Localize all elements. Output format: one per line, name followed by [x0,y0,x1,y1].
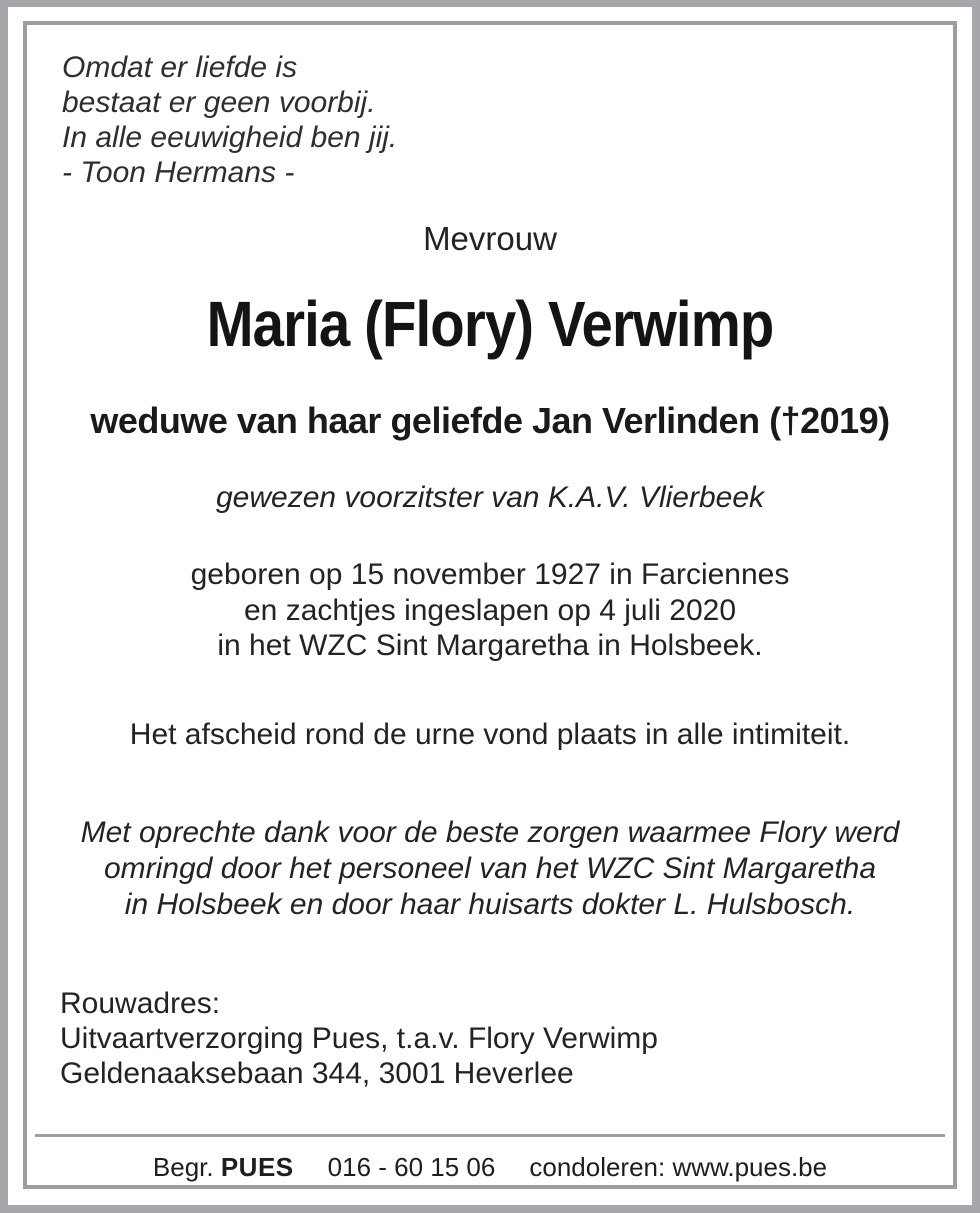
mourning-address-line: Uitvaartverzorging Pues, t.a.v. Flory Verwimp [60,1022,658,1055]
birth-death-block [8,557,972,664]
footer-line [8,1151,972,1183]
quote-attribution: - Toon Hermans - [62,156,295,189]
quote-line: In alle eeuwigheid ben jij. [62,121,398,154]
death-place-line: in het WZC Sint Margaretha in Holsbeek. [217,629,763,662]
funeral-home [153,1151,294,1183]
salutation: Mevrouw [423,220,557,257]
mourning-address-label: Rouwadres: [60,987,221,1020]
mourning-address-block [60,986,658,1091]
death-line: en zachtjes ingeslapen op 4 juli 2020 [243,593,737,627]
condolence-website: condoleren: www.pues.be [529,1152,828,1182]
funeral-home-prefix: Begr. [152,1152,214,1182]
deceased-name [8,286,972,362]
thanks-line: omringd door het personeel van het WZC Sint Margaretha [103,852,877,885]
farewell-line: Het afscheid rond de urne vond plaats in alle intimiteit. [129,718,851,751]
birth-line: geboren op 15 november 1927 in Farciennes [190,558,790,591]
footer-divider [35,1134,945,1137]
thanks-block [8,815,972,923]
deceased-name-text: Maria (Flory) Verwimp [206,288,774,360]
mourning-address-line: Geldenaaksebaan 344, 3001 Heverlee [60,1057,574,1090]
phone-number: 016 - 60 15 06 [327,1152,496,1182]
former-role-line: gewezen voorzitster van K.A.V. Vlierbeek [215,481,765,514]
quote-line: bestaat er geen voorbij. [62,86,376,119]
announcement-card [8,7,972,1205]
thanks-line: in Holsbeek en door haar huisarts dokter L. Hulsbosch. [124,888,856,921]
widow-line: weduwe van haar geliefde Jan Verlinden (†2019) [90,400,890,441]
thanks-line: Met oprechte dank voor de beste zorgen waarmee Flory werd [80,816,900,849]
quote-line: Omdat er liefde is [62,51,298,84]
opening-quote [62,50,397,190]
funeral-home-name: PUES [220,1152,294,1182]
